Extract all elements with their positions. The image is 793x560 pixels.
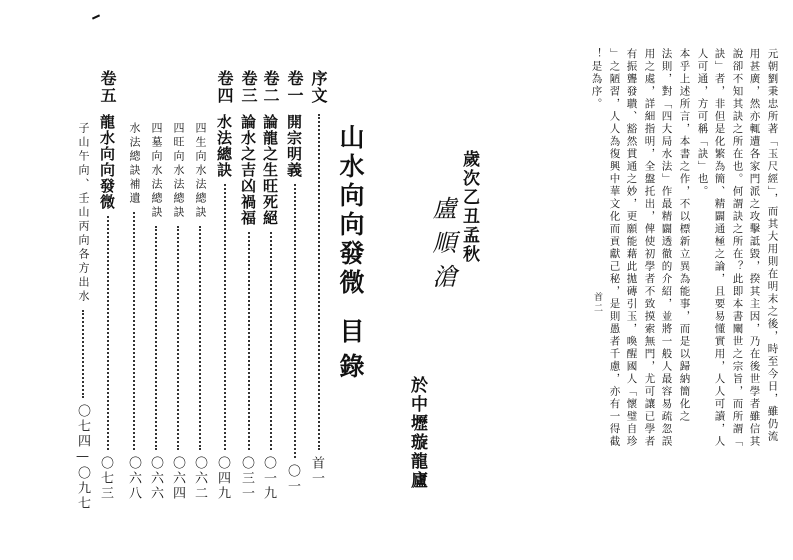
toc-volume-label: 卷一 — [285, 70, 304, 104]
preface-column: 元朝劉秉忠所著「玉尺經」，而其大用則在明末之後，時至今日，雖仍流 — [766, 48, 779, 443]
toc-page-number: 〇三一 — [239, 456, 254, 501]
toc-leader-dots — [155, 226, 157, 450]
toc-page-number: 〇六六 — [148, 456, 163, 501]
preface-page — [400, 0, 793, 560]
toc-entry[interactable] — [171, 0, 186, 560]
toc-volume-label: 卷二 — [261, 70, 280, 104]
toc-entry[interactable] — [216, 0, 236, 560]
signature-place: 於中壢璇龍廬 — [407, 376, 427, 490]
toc-volume-label: 卷四 — [215, 70, 234, 104]
preface-column: 用之處，詳細指明，全盤托出，俾使初學者不致摸索無門，尤可讓已學者 — [643, 48, 656, 448]
signature-date: 歲次乙丑孟秋 — [459, 150, 479, 264]
preface-column: 本乎上述所言，本書之作，不以標新立異為能事，而是以歸納簡化之 — [678, 48, 691, 423]
toc-page-number: 〇六八 — [126, 456, 141, 501]
toc-entry[interactable] — [262, 0, 282, 560]
page-label: 首二 — [592, 292, 602, 314]
toc-leader-dots — [224, 184, 226, 450]
preface-column: 訣」者，非但是化繁為簡、精闢通極之論，且要易懂實用，人人可讀，人 — [713, 48, 726, 448]
toc-leader-dots — [248, 232, 250, 450]
preface-column: ！是為序。 — [590, 48, 603, 111]
toc-page-number: 〇一九 — [261, 456, 276, 501]
toc-entry[interactable] — [193, 0, 208, 560]
toc-page-number: 〇七四—〇九七 — [75, 404, 90, 511]
toc-leader-dots — [199, 226, 201, 450]
preface-column: 」之陋習，人人為復興中華文化而貢獻己秘，是則愚者千慮，亦有一得截 — [608, 48, 621, 448]
toc-page-number: 首一 — [309, 456, 324, 486]
toc-volume-label: 卷三 — [239, 70, 258, 104]
toc-volume-label: 序文 — [309, 70, 328, 104]
toc-entry[interactable] — [149, 0, 164, 560]
toc-entry[interactable] — [286, 0, 306, 560]
toc-entry-title: 四墓向水法總訣 — [150, 122, 163, 220]
toc-page-number: 〇一 — [285, 464, 300, 494]
toc-entry[interactable] — [310, 0, 330, 560]
toc-entry-title: 開宗明義 — [285, 114, 303, 178]
signature-author: 盧順滄 — [428, 196, 456, 298]
toc-page-number: 〇六二 — [192, 456, 207, 501]
toc-entry[interactable] — [240, 0, 260, 560]
toc-entry-title: 龍水向向發微 — [98, 114, 116, 210]
preface-column: 說卻不知其訣之所在也。何謂訣之所在？此即本書闡世之宗旨，而所謂「 — [731, 48, 744, 448]
toc-entry[interactable] — [76, 0, 91, 560]
toc-entry-title: 水法總訣補遺 — [128, 122, 141, 206]
toc-page-number: 〇四九 — [215, 456, 230, 501]
toc-leader-dots — [177, 226, 179, 450]
book-title: 山水向向發微 — [336, 124, 365, 298]
toc-page-number: 〇七三 — [98, 456, 113, 501]
toc-entry-title: 論龍之生旺死絕 — [261, 114, 279, 226]
toc-entry-title: 子山午向、壬山丙向各方出水 — [77, 122, 90, 304]
preface-column: 法則，對「四大局水法」作最精闢透徹的介紹，並將一般人最容易疏忽誤 — [660, 48, 673, 448]
toc-entry[interactable] — [99, 0, 119, 560]
toc-entry[interactable] — [127, 0, 142, 560]
toc-entry-title: 四旺向水法總訣 — [172, 122, 185, 220]
toc-leader-dots — [294, 184, 296, 458]
toc-leader-dots — [107, 216, 109, 450]
toc-entry-title: 水法總訣 — [215, 114, 233, 178]
toc-entry-title: 論水之吉凶禍福 — [239, 114, 257, 226]
preface-column: 用甚廣，然亦輒遭各家門派之攻擊詆毀，揆其主因，乃在後世學者雖信其 — [748, 48, 761, 448]
toc-leader-dots — [133, 212, 135, 450]
toc-leader-dots — [318, 114, 320, 450]
toc-entry-title: 四生向水法總訣 — [194, 122, 207, 220]
preface-column: 有振聾發聵、豁然貫通之妙，更願能藉此拋磚引玉，喚醒國人「懷璧自珍 — [625, 48, 638, 448]
toc-leader-dots — [82, 310, 84, 398]
toc-page-number: 〇六四 — [170, 456, 185, 501]
toc-heading: 目錄 — [336, 318, 365, 388]
toc-volume-label: 卷五 — [98, 70, 117, 104]
preface-column: 人可通，方可稱「訣」也。 — [696, 48, 709, 198]
toc-leader-dots — [270, 232, 272, 450]
